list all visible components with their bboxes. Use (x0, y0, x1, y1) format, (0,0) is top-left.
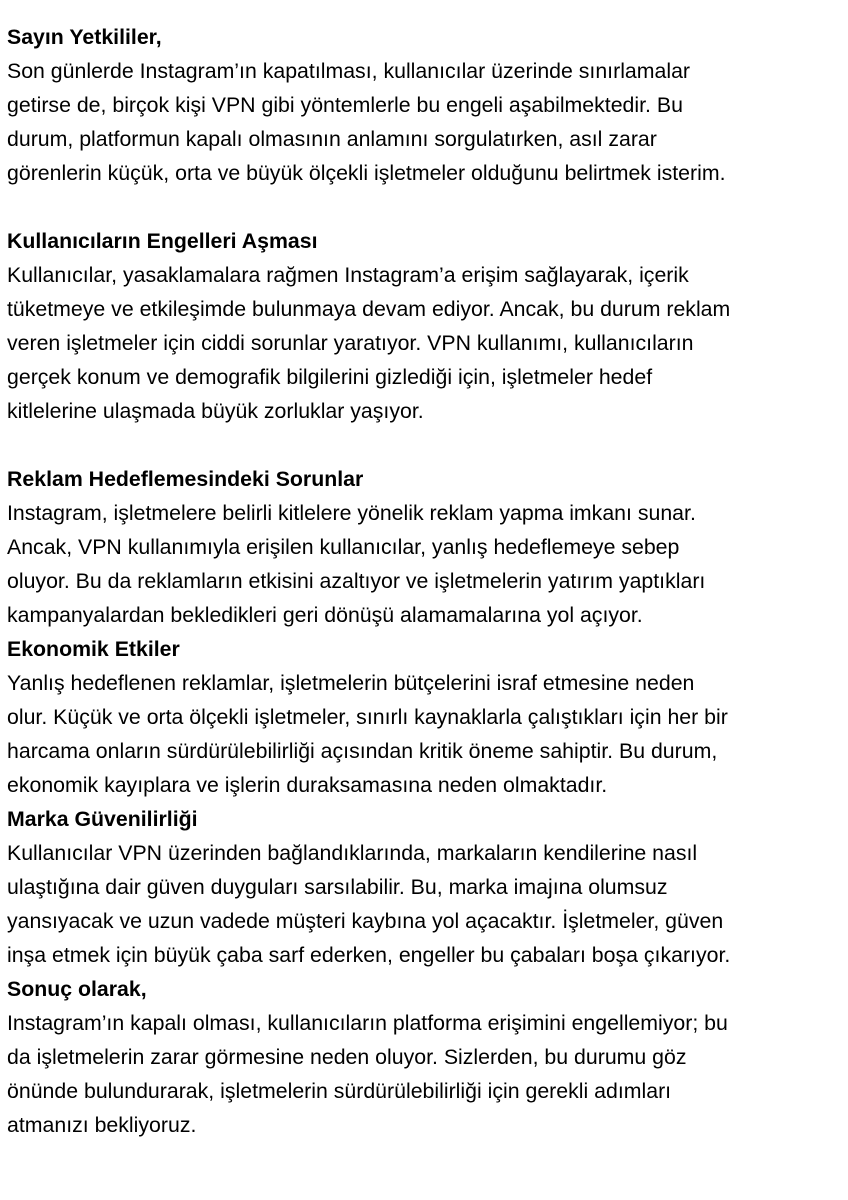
paragraph-line: yansıyacak ve uzun vadede müşteri kaybına yol açacaktır. İşletmeler, güven (7, 909, 724, 933)
section-brand-trust (7, 802, 845, 972)
section-heading: Reklam Hedeflemesindeki Sorunlar (7, 467, 364, 491)
section-economic-effects (7, 632, 845, 802)
paragraph-line: kitlelerine ulaşmada büyük zorluklar yaşıyor. (7, 399, 424, 423)
conclusion-heading: Sonuç olarak, (7, 977, 147, 1001)
section-user-bypass (7, 224, 845, 428)
paragraph-gap (7, 190, 845, 224)
paragraph-line: getirse de, birçok kişi VPN gibi yöntemlerle bu engeli aşabilmektedir. Bu (7, 93, 683, 117)
section-ad-targeting (7, 462, 845, 632)
paragraph-line: atmanızı bekliyoruz. (7, 1113, 197, 1137)
paragraph-gap (7, 428, 845, 462)
paragraph-line: Instagram, işletmelere belirli kitlelere yönelik reklam yapma imkanı sunar. (7, 501, 696, 525)
paragraph-line: ulaştığına dair güven duyguları sarsılabilir. Bu, marka imajına olumsuz (7, 875, 668, 899)
letter-document (7, 20, 845, 1142)
paragraph-line: ekonomik kayıplara ve işlerin duraksamasına neden olmaktadır. (7, 773, 608, 797)
paragraph-line: önünde bulundurarak, işletmelerin sürdürülebilirliği için gerekli adımları (7, 1079, 672, 1103)
paragraph-line: kampanyalardan bekledikleri geri dönüşü alamamalarına yol açıyor. (7, 603, 643, 627)
paragraph-line: Instagram’ın kapalı olması, kullanıcıların platforma erişimini engellemiyor; bu (7, 1011, 728, 1035)
paragraph-line: inşa etmek için büyük çaba sarf ederken, engeller bu çabaları boşa çıkarıyor. (7, 943, 731, 967)
intro-section (7, 20, 845, 190)
salutation-heading: Sayın Yetkililer, (7, 25, 162, 49)
section-heading: Kullanıcıların Engelleri Aşması (7, 229, 318, 253)
paragraph-line: harcama onların sürdürülebilirliği açısından kritik öneme sahiptir. Bu durum, (7, 739, 718, 763)
section-heading: Marka Güvenilirliği (7, 807, 198, 831)
paragraph-line: olur. Küçük ve orta ölçekli işletmeler, sınırlı kaynaklarla çalıştıkları için her bir (7, 705, 728, 729)
section-conclusion (7, 972, 845, 1142)
paragraph-line: Ancak, VPN kullanımıyla erişilen kullanıcılar, yanlış hedeflemeye sebep (7, 535, 680, 559)
paragraph-line: Yanlış hedeflenen reklamlar, işletmelerin bütçelerini israf etmesine neden (7, 671, 695, 695)
paragraph-line: da işletmelerin zarar görmesine neden oluyor. Sizlerden, bu durumu göz (7, 1045, 687, 1069)
section-heading: Ekonomik Etkiler (7, 637, 180, 661)
paragraph-line: oluyor. Bu da reklamların etkisini azaltıyor ve işletmelerin yatırım yaptıkları (7, 569, 706, 593)
paragraph-line: gerçek konum ve demografik bilgilerini gizlediği için, işletmeler hedef (7, 365, 653, 389)
paragraph-line: veren işletmeler için ciddi sorunlar yaratıyor. VPN kullanımı, kullanıcıların (7, 331, 694, 355)
paragraph-line: Kullanıcılar, yasaklamalara rağmen Instagram’a erişim sağlayarak, içerik (7, 263, 689, 287)
paragraph-line: durum, platformun kapalı olmasının anlamını sorgulatırken, asıl zarar (7, 127, 657, 151)
paragraph-line: tüketmeye ve etkileşimde bulunmaya devam ediyor. Ancak, bu durum reklam (7, 297, 731, 321)
paragraph-line: Kullanıcılar VPN üzerinden bağlandıklarında, markaların kendilerine nasıl (7, 841, 698, 865)
paragraph-line: Son günlerde Instagram’ın kapatılması, kullanıcılar üzerinde sınırlamalar (7, 59, 691, 83)
paragraph-line: görenlerin küçük, orta ve büyük ölçekli işletmeler olduğunu belirtmek isterim. (7, 161, 726, 185)
